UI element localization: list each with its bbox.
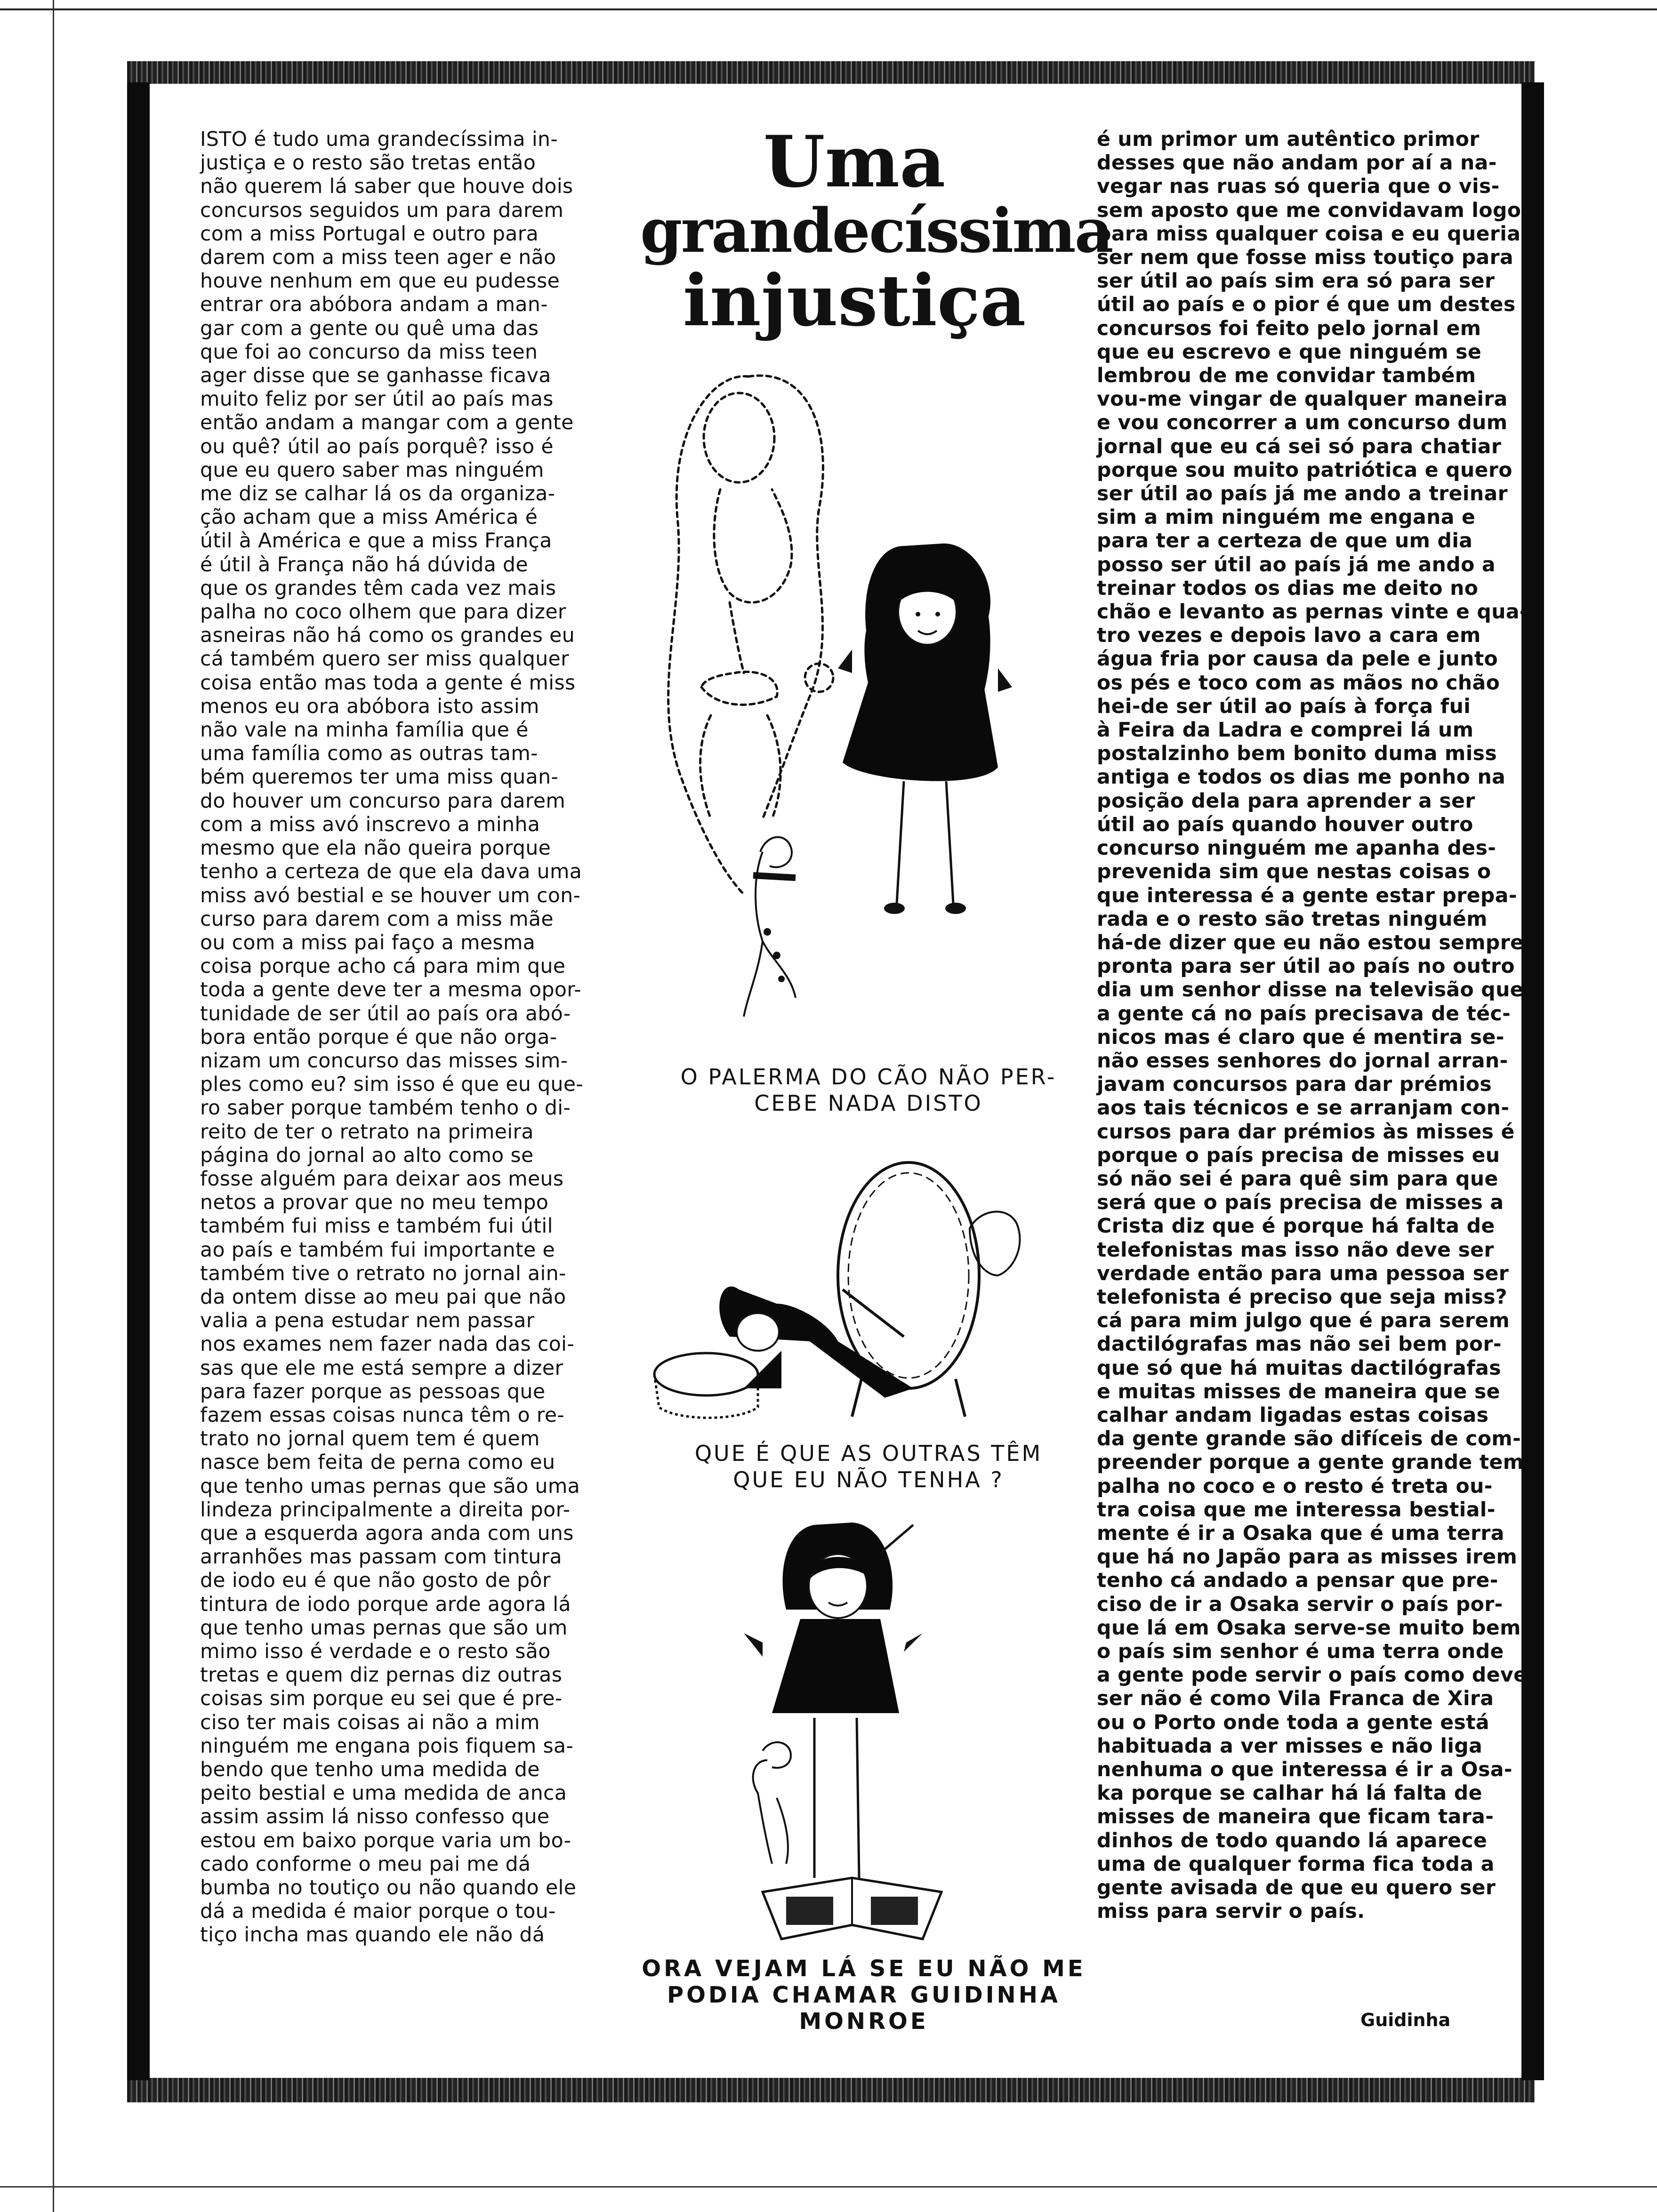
caption-mirror: QUE É QUE AS OUTRAS TÊM QUE EU NÃO TENHA ?	[694, 1441, 1043, 1492]
page-edge-left	[53, 0, 54, 2212]
illustration-mirror	[640, 1134, 1064, 1435]
article-title	[640, 120, 1112, 342]
article-left-column: ISTO é tudo uma grandecíssima in- justiça e o resto são tretas então não querem lá saber que houve dois concursos seguidos um para darem com a miss Portugal e outro para darem com a miss teen ager e não houve nenhum em que eu pudesse entrar ora abóbora andam a man- gar com a gente ou quê uma das que foi ao concurso da miss teen ager disse que se ganhasse ficava muito feliz por ser útil ao país mas então andam a mangar com a gente ou quê? útil ao país porquê? isso é que eu quero saber mas ninguém me diz se calhar lá os da organiza- ção acham que a miss América é útil à América e que a miss França é útil à França não há dúvida de que os grandes têm cada vez mais palha no coco olhem que para dizer asneiras não há como os grandes eu cá também quero ser miss qualquer coisa então mas toda a gente é miss menos eu ora abóbora isto assim não vale na minha família que é uma família como as outras tam- bém queremos ter uma miss quan- do houver um concurso para darem com a miss avó inscrevo a minha mesmo que ela não queira porque tenho a certeza de que ela dava uma miss avó bestial e se houver um con- curso para darem com a miss mãe ou com a miss pai faço a mesma coisa porque acho cá para mim que toda a gente deve ter a mesma opor- tunidade de ser útil ao país ora abó- bora então porque é que não orga- nizam um concurso das misses sim- ples como eu? sim isso é que eu que- ro saber porque também tenho o di- reito de ter o retrato na primeira página do jornal ao alto como se fosse alguém para deixar aos meus netos a provar que no meu tempo também fui miss e também fui útil ao país e também fui importante e também tive o retrato no jornal ain- da ontem disse ao meu pai que não valia a pena estudar nem passar nos exames nem fazer nada das coi- sas que ele me está sempre a dizer para fazer porque as pessoas que fazem essas coisas nunca têm o re- trato no jornal quem tem é quem nasce bem feita de perna como eu que tenho umas pernas que são uma lindeza principalmente a direita por- que a esquerda agora anda com uns arranhões mas passam com tintura de iodo eu é que não gosto de pôr tintura de iodo porque arde agora lá que tenho umas pernas que são um mimo isso é verdade e o resto são tretas e quem diz pernas diz outras coisas sim porque eu sei que é pre- ciso ter mais coisas ai não a mim ninguém me engana pois fiquem sa- bendo que tenho uma medida de peito bestial e uma medida de anca assim assim lá nisso confesso que estou em baixo porque varia um bo- cado conforme o meu pai me dá bumba no toutiço ou não quando ele dá a medida é maior porque o tou- tiço incha mas quando ele não dá	[200, 128, 584, 1947]
frame-left-bar	[127, 82, 150, 2080]
article-right-column: é um primor um autêntico primor desses que não andam por aí a na- vegar nas ruas só queria que o vis- sem aposto que me convidavam logo para miss qualquer coisa e eu queria ser nem que fosse miss toutiço para ser útil ao país sim era só para ser útil ao país e o pior é que um destes concursos foi feito pelo jornal em que eu escrevo e que ninguém se lembrou de me convidar também vou-me vingar de qualquer maneira e vou concorrer a um concurso dum jornal que eu cá sei só para chatiar porque sou muito patriótica e quero ser útil ao país já me ando a treinar sim a mim ninguém me engana e para ter a certeza de que um dia posso ser útil ao país já me ando a treinar todos os dias me deito no chão e levanto as pernas vinte e qua- tro vezes e depois lavo a cara em água fria por causa da pele e junto os pés e toco com as mãos no chão hei-de ser útil ao país à força fui à Feira da Ladra e comprei lá um postalzinho bem bonito duma miss antiga e todos os dias me ponho na posição dela para aprender a ser útil ao país quando houver outro concurso ninguém me apanha des- prevenida sim que nestas coisas o que interessa é a gente estar prepa- rada e o resto são tretas ninguém há-de dizer que eu não estou sempre pronta para ser útil ao país no outro dia um senhor disse na televisão que a gente cá no país precisava de téc- nicos mas é claro que é mentira se- não esses senhores do jornal arran- javam concursos para dar prémios aos tais técnicos e se arranjam con- cursos para dar prémios às misses é porque o país precisa de misses eu só não sei é para quê sim para que será que o país precisa de misses a Crista diz que é porque há falta de telefonistas mas isso não deve ser verdade então para uma pessoa ser telefonista é preciso que seja miss? cá para mim julgo que é para serem dactilógrafas mas não sei bem por- que só que há muitas dactilógrafas e muitas misses de maneira que se calhar andam ligadas estas coisas da gente grande são difíceis de com- preender porque a gente grande tem palha no coco e o resto é treta ou- tra coisa que me interessa bestial- mente é ir a Osaka que é uma terra que há no Japão para as misses irem tenho cá andado a pensar que pre- ciso de ir a Osaka servir o país por- que lá em Osaka serve-se muito bem o país sim senhor é uma terra onde a gente pode servir o país como deve ser não é como Vila Franca de Xira ou o Porto onde toda a gente está habituada a ver misses e não liga nenhuma o que interessa é ir a Osa- ka porque se calhar há lá falta de misses de maneira que ficam tara- dinhos de todo quando lá aparece uma de qualquer forma fica toda a gente avisada de que eu quero ser miss para servir o país.	[1097, 128, 1528, 1923]
page-edge-bottom	[0, 2186, 1657, 2188]
title-line-2: grandecíssima	[640, 196, 1112, 266]
illustration-dreaming-girl	[640, 367, 1064, 1040]
caption-dog: O PALERMA DO CÃO NÃO PER- CEBE NADA DISTO	[680, 1064, 1057, 1116]
page-edge-top	[0, 8, 1657, 10]
illustration-standing-girl	[734, 1515, 970, 1953]
frame-top-bar	[127, 61, 1535, 84]
author-signature: Guidinha	[1360, 2010, 1451, 2030]
caption-guidinha-monroe: ORA VEJAM LÁ SE EU NÃO ME PODIA CHAMAR GUIDINHA MONROE	[642, 1956, 1086, 2035]
frame-bottom-bar	[127, 2078, 1535, 2102]
title-line-3: injustiça	[683, 259, 1026, 342]
title-line-1: Uma	[763, 120, 946, 203]
